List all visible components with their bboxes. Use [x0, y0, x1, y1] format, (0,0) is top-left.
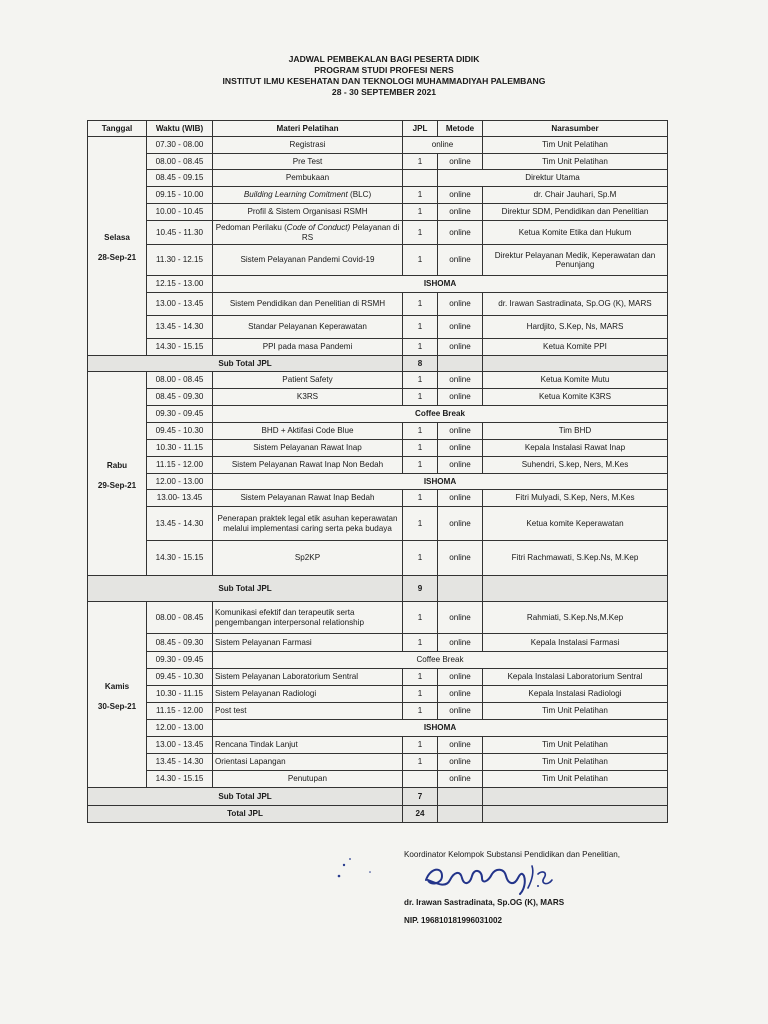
time-cell: 08.45 - 09.30: [147, 634, 213, 652]
speaker-cell: Ketua komite Keperawatan: [483, 507, 668, 541]
coordinator-title: Koordinator Kelompok Substansi Pendidikan dan Penelitian,: [404, 850, 620, 859]
speaker-cell: Kepala Instalasi Farmasi: [483, 634, 668, 652]
jpl-cell: 1: [403, 634, 438, 652]
col-header-metode: Metode: [438, 121, 483, 137]
table-row: [88, 686, 668, 703]
day-date: 29-Sep-21: [97, 480, 137, 490]
topic-cell: [213, 187, 403, 204]
time-cell: 10.30 - 11.15: [147, 686, 213, 703]
table-row: [88, 634, 668, 652]
jpl-cell: 1: [403, 339, 438, 356]
subtotal-label: Sub Total JPL: [88, 788, 403, 806]
topic-cell: Penutupan: [213, 771, 403, 788]
time-cell: 14.30 - 15.15: [147, 339, 213, 356]
jpl-cell: 1: [403, 490, 438, 507]
subtotal-label: Sub Total JPL: [88, 356, 403, 372]
topic-cell: K3RS: [213, 389, 403, 406]
scan-specks: [330, 855, 390, 885]
empty-cell: [438, 806, 483, 823]
jpl-cell: 1: [403, 221, 438, 245]
day-cell: [88, 137, 147, 356]
table-row: [88, 602, 668, 634]
break-row: [88, 652, 668, 669]
table-row: [88, 507, 668, 541]
topic-cell: Sistem Pelayanan Rawat Inap Non Bedah: [213, 457, 403, 474]
topic-cell: Pre Test: [213, 154, 403, 170]
method-cell: online: [438, 737, 483, 754]
method-cell: online: [438, 221, 483, 245]
jpl-cell: [403, 170, 438, 187]
col-header-waktu: Waktu (WIB): [147, 121, 213, 137]
speaker-cell: Hardjito, S.Kep, Ns, MARS: [483, 316, 668, 339]
time-cell: 08.00 - 08.45: [147, 154, 213, 170]
subtotal-value: 7: [403, 788, 438, 806]
header-institution: INSTITUT ILMU KESEHATAN DAN TEKNOLOGI MUHAMMADIYAH PALEMBANG: [222, 76, 546, 86]
topic-cell: Sistem Pelayanan Rawat Inap: [213, 440, 403, 457]
time-cell: 12.00 - 13.00: [147, 720, 213, 737]
time-cell: 09.30 - 09.45: [147, 406, 213, 423]
subtotal-label: Total JPL: [88, 806, 403, 823]
signatory-nip: NIP. 196810181996031002: [404, 916, 502, 925]
speaker-cell: Fitri Rachmawati, S.Kep.Ns, M.Kep: [483, 541, 668, 576]
subtotal-label: Sub Total JPL: [88, 576, 403, 602]
empty-cell: [483, 806, 668, 823]
table-row: [88, 669, 668, 686]
method-cell: online: [438, 372, 483, 389]
break-row: [88, 406, 668, 423]
jpl-cell: 1: [403, 316, 438, 339]
method-cell: online: [438, 634, 483, 652]
topic-cell: Post test: [213, 703, 403, 720]
topic-italic: Code of Conduct): [286, 223, 351, 232]
day-name: Kamis: [104, 681, 130, 691]
subtotal-row: [88, 356, 668, 372]
day-name: Selasa: [104, 233, 130, 242]
empty-cell: [438, 788, 483, 806]
topic-cell: Standar Pelayanan Keperawatan: [213, 316, 403, 339]
col-header-narasumber: Narasumber: [483, 121, 668, 137]
topic-cell: Registrasi: [213, 137, 403, 154]
table-row: [88, 457, 668, 474]
speaker-cell: Ketua Komite Mutu: [483, 372, 668, 389]
topic-cell: Sistem Pelayanan Pandemi Covid-19: [213, 245, 403, 276]
time-cell: 09.45 - 10.30: [147, 669, 213, 686]
time-cell: 13.45 - 14.30: [147, 754, 213, 771]
empty-cell: [438, 356, 483, 372]
day-cell: [88, 372, 147, 576]
time-cell: 11.30 - 12.15: [147, 245, 213, 276]
col-header-jpl: JPL: [403, 121, 438, 137]
time-cell: 14.30 - 15.15: [147, 541, 213, 576]
speaker-cell: Direktur Utama: [438, 170, 668, 187]
speaker-cell: Fitri Mulyadi, S.Kep, Ners, M.Kes: [483, 490, 668, 507]
speaker-cell: Suhendri, S.kep, Ners, M.Kes: [483, 457, 668, 474]
topic-cell: PPI pada masa Pandemi: [213, 339, 403, 356]
schedule-table: [87, 120, 668, 823]
signatory-name: dr. Irawan Sastradinata, Sp.OG (K), MARS: [404, 898, 565, 907]
speaker-cell: Rahmiati, S.Kep.Ns,M.Kep: [483, 602, 668, 634]
jpl-cell: 1: [403, 686, 438, 703]
method-cell: online: [438, 669, 483, 686]
method-cell: online: [438, 602, 483, 634]
time-cell: 11.15 - 12.00: [147, 703, 213, 720]
topic-cell: Sistem Pelayanan Rawat Inap Bedah: [213, 490, 403, 507]
time-cell: 09.45 - 10.30: [147, 423, 213, 440]
table-row: [88, 170, 668, 187]
break-label: ISHOMA: [213, 720, 668, 737]
speaker-cell: Kepala Instalasi Laboratorium Sentral: [483, 669, 668, 686]
speaker-cell: Ketua Komite Etika dan Hukum: [483, 221, 668, 245]
speaker-cell: Ketua Komite K3RS: [483, 389, 668, 406]
topic-cell: Sistem Pendidikan dan Penelitian di RSMH: [213, 293, 403, 316]
method-cell: online: [438, 423, 483, 440]
table-row: [88, 372, 668, 389]
empty-cell: [483, 356, 668, 372]
topic-cell: Komunikasi efektif dan terapeutik serta pengembangan interpersonal relationship: [213, 602, 403, 634]
time-cell: 10.45 - 11.30: [147, 221, 213, 245]
table-row: [88, 423, 668, 440]
header-dates: 28 - 30 SEPTEMBER 2021: [331, 87, 437, 97]
jpl-cell: 1: [403, 507, 438, 541]
time-cell: 13.00- 13.45: [147, 490, 213, 507]
day-date: 30-Sep-21: [97, 701, 137, 711]
day-date: 28-Sep-21: [97, 253, 137, 262]
method-cell: online: [438, 771, 483, 788]
topic-cell: Sistem Pelayanan Laboratorium Sentral: [213, 669, 403, 686]
time-cell: 10.00 - 10.45: [147, 204, 213, 221]
table-row: [88, 187, 668, 204]
table-row: [88, 490, 668, 507]
subtotal-row: [88, 576, 668, 602]
subtotal-row: [88, 788, 668, 806]
table-row: [88, 137, 668, 154]
table-row: [88, 245, 668, 276]
subtotal-value: 8: [403, 356, 438, 372]
speaker-cell: dr. Irawan Sastradinata, Sp.OG (K), MARS: [483, 293, 668, 316]
method-cell: online: [438, 293, 483, 316]
table-row: [88, 221, 668, 245]
time-cell: 12.15 - 13.00: [147, 276, 213, 293]
jpl-cell: 1: [403, 154, 438, 170]
method-cell: online: [438, 440, 483, 457]
method-cell: online: [438, 245, 483, 276]
subtotal-row: [88, 806, 668, 823]
break-row: [88, 276, 668, 293]
jpl-cell: 1: [403, 457, 438, 474]
speaker-cell: Tim Unit Pelatihan: [483, 754, 668, 771]
method-cell: online: [438, 187, 483, 204]
jpl-cell: 1: [403, 293, 438, 316]
break-label: ISHOMA: [213, 276, 668, 293]
document-header: [0, 54, 768, 98]
day-name: Rabu: [106, 460, 128, 470]
method-cell: online: [438, 154, 483, 170]
jpl-cell: 1: [403, 389, 438, 406]
table-row: [88, 389, 668, 406]
table-row: [88, 541, 668, 576]
break-label: Coffee Break: [213, 652, 668, 669]
speaker-cell: Tim Unit Pelatihan: [483, 737, 668, 754]
handwritten-signature: [420, 858, 560, 902]
topic-italic: Building Learning Comitment: [243, 190, 348, 200]
col-header-materi: Materi Pelatihan: [213, 121, 403, 137]
time-cell: 08.45 - 09.30: [147, 389, 213, 406]
time-cell: 09.15 - 10.00: [147, 187, 213, 204]
table-header-row: [88, 121, 668, 137]
table-row: [88, 204, 668, 221]
topic-cell: BHD + Aktifasi Code Blue: [213, 423, 403, 440]
time-cell: 13.45 - 14.30: [147, 507, 213, 541]
time-cell: 11.15 - 12.00: [147, 457, 213, 474]
empty-cell: [438, 576, 483, 602]
jpl-cell: 1: [403, 204, 438, 221]
topic-cell: Sistem Pelayanan Radiologi: [213, 686, 403, 703]
method-cell: online: [438, 316, 483, 339]
subtotal-value: 9: [403, 576, 438, 602]
empty-cell: [483, 788, 668, 806]
speaker-cell: Tim BHD: [483, 423, 668, 440]
topic-cell: Patient Safety: [213, 372, 403, 389]
jpl-cell: 1: [403, 703, 438, 720]
speaker-cell: Direktur SDM, Pendidikan dan Penelitian: [483, 204, 668, 221]
method-cell: online: [438, 389, 483, 406]
subtotal-value: 24: [403, 806, 438, 823]
topic-suffix: (BLC): [347, 190, 372, 200]
empty-cell: [483, 576, 668, 602]
topic-cell: Rencana Tindak Lanjut: [213, 737, 403, 754]
topic-cell: Profil & Sistem Organisasi RSMH: [213, 204, 403, 221]
time-cell: 08.45 - 09.15: [147, 170, 213, 187]
time-cell: 13.00 - 13.45: [147, 737, 213, 754]
topic-cell: [213, 221, 403, 245]
time-cell: 09.30 - 09.45: [147, 652, 213, 669]
method-cell: online: [438, 339, 483, 356]
speaker-cell: Direktur Pelayanan Medik, Keperawatan dan Penunjang: [483, 245, 668, 276]
method-cell: online: [438, 686, 483, 703]
method-cell: online: [438, 541, 483, 576]
speaker-cell: Ketua Komite PPI: [483, 339, 668, 356]
time-cell: 12.00 - 13.00: [147, 474, 213, 490]
speaker-cell: Tim Unit Pelatihan: [483, 137, 668, 154]
speaker-cell: Tim Unit Pelatihan: [483, 703, 668, 720]
col-header-tanggal: Tanggal: [88, 121, 147, 137]
break-label: Coffee Break: [213, 406, 668, 423]
method-cell: online: [438, 703, 483, 720]
jpl-cell: 1: [403, 372, 438, 389]
header-program: PROGRAM STUDI PROFESI NERS: [314, 65, 454, 75]
speaker-cell: Tim Unit Pelatihan: [483, 154, 668, 170]
speaker-cell: dr. Chair Jauhari, Sp.M: [483, 187, 668, 204]
topic-cell: Pembukaan: [213, 170, 403, 187]
method-cell: online: [438, 457, 483, 474]
time-cell: 14.30 - 15.15: [147, 771, 213, 788]
time-cell: 07.30 - 08.00: [147, 137, 213, 154]
table-row: [88, 771, 668, 788]
table-row: [88, 316, 668, 339]
method-cell: online: [438, 490, 483, 507]
time-cell: 08.00 - 08.45: [147, 602, 213, 634]
speaker-cell: Kepala Instalasi Radiologi: [483, 686, 668, 703]
table-row: [88, 737, 668, 754]
jpl-cell: 1: [403, 737, 438, 754]
method-cell: online: [438, 204, 483, 221]
method-cell: online: [403, 137, 483, 154]
method-cell: online: [438, 754, 483, 771]
table-row: [88, 703, 668, 720]
table-row: [88, 154, 668, 170]
table-row: [88, 293, 668, 316]
speaker-cell: Tim Unit Pelatihan: [483, 771, 668, 788]
jpl-cell: 1: [403, 541, 438, 576]
jpl-cell: 1: [403, 245, 438, 276]
jpl-cell: 1: [403, 440, 438, 457]
break-row: [88, 474, 668, 490]
topic-suffix: Pelayanan di RS: [301, 223, 400, 242]
header-title: JADWAL PEMBEKALAN BAGI PESERTA DIDIK: [288, 54, 480, 64]
jpl-cell: 1: [403, 754, 438, 771]
jpl-cell: 1: [403, 669, 438, 686]
topic-cell: Penerapan praktek legal etik asuhan keperawatan melalui implementasi caring serta peka budaya: [213, 507, 403, 541]
time-cell: 08.00 - 08.45: [147, 372, 213, 389]
day-cell: [88, 602, 147, 788]
topic-cell: Sistem Pelayanan Farmasi: [213, 634, 403, 652]
time-cell: 10.30 - 11.15: [147, 440, 213, 457]
time-cell: 13.45 - 14.30: [147, 316, 213, 339]
table-row: [88, 754, 668, 771]
jpl-cell: 1: [403, 602, 438, 634]
speaker-cell: Kepala Instalasi Rawat Inap: [483, 440, 668, 457]
topic-cell: Orientasi Lapangan: [213, 754, 403, 771]
jpl-cell: 1: [403, 423, 438, 440]
jpl-cell: [403, 771, 438, 788]
topic-cell: Sp2KP: [213, 541, 403, 576]
table-row: [88, 440, 668, 457]
time-cell: 13.00 - 13.45: [147, 293, 213, 316]
break-label: ISHOMA: [213, 474, 668, 490]
topic-prefix: Pedoman Perilaku (: [215, 223, 287, 232]
method-cell: online: [438, 507, 483, 541]
break-row: [88, 720, 668, 737]
jpl-cell: 1: [403, 187, 438, 204]
table-row: [88, 339, 668, 356]
